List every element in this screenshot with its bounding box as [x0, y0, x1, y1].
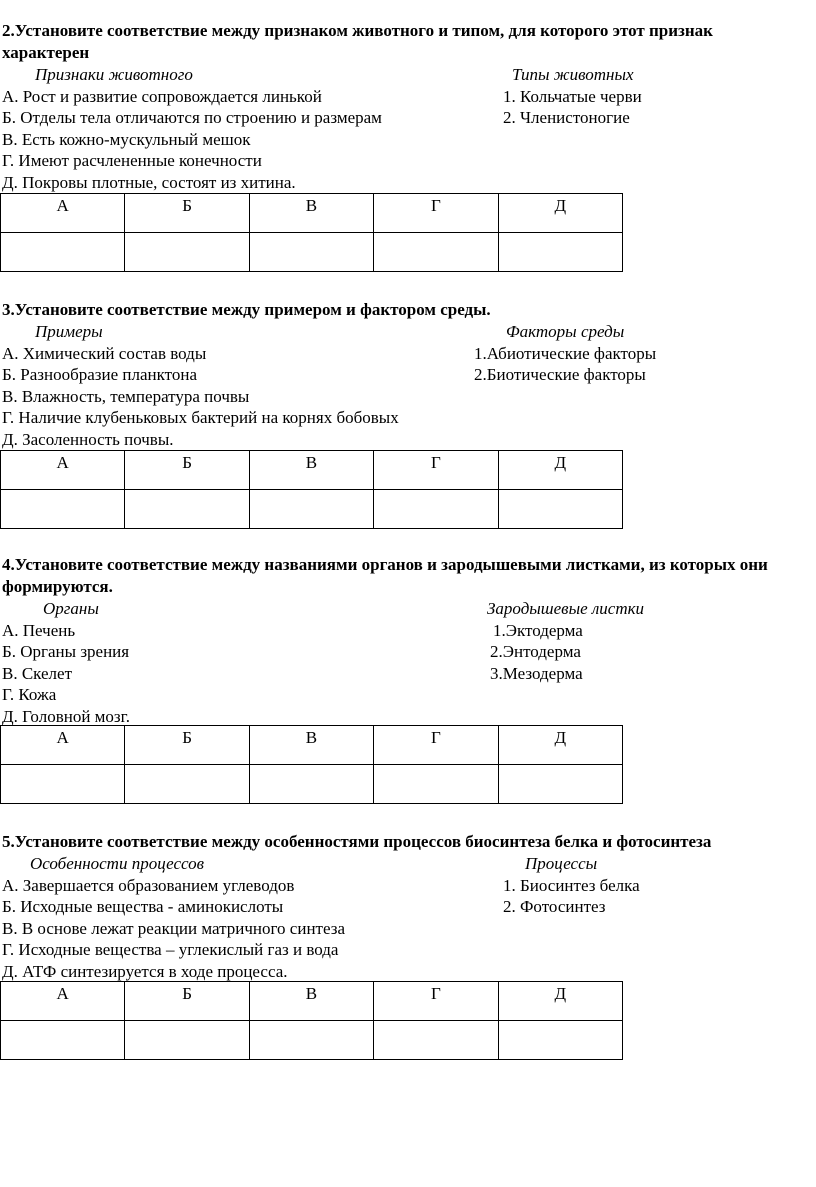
answer-table [0, 981, 623, 1060]
left-header: Особенности процессов [30, 854, 205, 873]
table-header-cell: Д [498, 194, 622, 233]
task-question: 5.Установите соответствие между особенностями процессов биосинтеза белка и фотосинтеза [2, 832, 712, 851]
left-header: Примеры [35, 322, 103, 341]
list-item: А. Завершается образованием углеводов 1. Биосинтез белка [2, 875, 640, 895]
table-header-cell: Г [374, 194, 498, 233]
answer-table [0, 450, 623, 529]
list-item: В. Влажность, температура почвы [2, 386, 250, 406]
answer-cell[interactable] [249, 233, 373, 272]
list-item: Г. Исходные вещества – углекислый газ и вода [2, 940, 339, 959]
right-header: Типы животных [512, 65, 634, 84]
list-item: Г. Наличие клубеньковых бактерий на корнях бобовых [2, 408, 399, 427]
answer-cell[interactable] [374, 490, 498, 529]
list-item: Д. Покровы плотные, состоят из хитина. [2, 172, 296, 192]
right-header: Процессы [525, 854, 598, 873]
list-item: Д. Головной мозг. [2, 706, 130, 726]
answer-cell[interactable] [1, 233, 125, 272]
answer-cell[interactable] [1, 1021, 125, 1060]
left-header: Признаки животного [35, 65, 193, 84]
task-question: 2.Установите соответствие между признаком животного и типом, для которого этот признак характерен [2, 21, 713, 62]
answer-cell[interactable] [498, 233, 622, 272]
answer-cell[interactable] [374, 765, 498, 804]
answer-cell[interactable] [1, 490, 125, 529]
table-header-cell: Б [125, 982, 249, 1021]
table-header-cell: Г [374, 726, 498, 765]
task-5 [0, 831, 816, 982]
list-item: Д. АТФ синтезируется в ходе процесса. [2, 961, 288, 981]
table-header-cell: Б [125, 726, 249, 765]
answer-table [0, 725, 623, 804]
list-item: Д. Засоленность почвы. [2, 429, 174, 449]
left-header: Органы [43, 599, 99, 618]
answer-cell[interactable] [249, 490, 373, 529]
answer-cell[interactable] [125, 233, 249, 272]
task-2 [0, 20, 816, 193]
table-header-cell: Д [498, 451, 622, 490]
list-item: А. Химический состав воды 1.Абиотические факторы [2, 343, 657, 363]
answer-cell[interactable] [125, 490, 249, 529]
answer-cell[interactable] [125, 765, 249, 804]
list-item: В. Скелет 3.Мезодерма [2, 663, 583, 683]
table-header-cell: В [249, 194, 373, 233]
list-item: Б. Исходные вещества - аминокислоты 2. Фотосинтез [2, 897, 606, 916]
list-item: Б. Отделы тела отличаются по строению и размерам 2. Членистоногие [2, 108, 630, 127]
list-item: Г. Имеют расчлененные конечности [2, 151, 262, 170]
answer-cell[interactable] [1, 765, 125, 804]
task-4 [0, 554, 816, 727]
table-header-cell: А [1, 451, 125, 490]
answer-cell[interactable] [498, 490, 622, 529]
list-item: Б. Органы зрения 2.Энтодерма [2, 642, 581, 661]
column-headers [0, 853, 816, 875]
list-item: В. В основе лежат реакции матричного синтеза [2, 918, 345, 938]
list-item: А. Рост и развитие сопровождается линькой 1. Кольчатые черви [2, 86, 642, 106]
column-headers [0, 321, 816, 343]
table-header-cell: Г [374, 982, 498, 1021]
answer-cell[interactable] [249, 765, 373, 804]
answer-table [0, 193, 623, 272]
answer-cell[interactable] [125, 1021, 249, 1060]
answer-cell[interactable] [374, 233, 498, 272]
column-headers [0, 64, 816, 86]
right-header: Факторы среды [506, 322, 625, 341]
task-question: 4.Установите соответствие между названиями органов и зародышевыми листками, из которых они формируются. [2, 555, 768, 596]
table-header-cell: Б [125, 194, 249, 233]
table-header-cell: А [1, 982, 125, 1021]
table-header-cell: Д [498, 982, 622, 1021]
table-header-cell: А [1, 194, 125, 233]
task-question: 3.Установите соответствие между примером и фактором среды. [2, 300, 491, 319]
right-header: Зародышевые листки [487, 599, 645, 618]
table-header-cell: А [1, 726, 125, 765]
table-header-cell: Д [498, 726, 622, 765]
answer-cell[interactable] [498, 1021, 622, 1060]
answer-cell[interactable] [498, 765, 622, 804]
table-header-cell: Б [125, 451, 249, 490]
table-header-cell: Г [374, 451, 498, 490]
list-item: А. Печень 1.Эктодерма [2, 620, 583, 640]
table-header-cell: В [249, 982, 373, 1021]
task-3 [0, 299, 816, 450]
answer-cell[interactable] [249, 1021, 373, 1060]
column-headers [0, 598, 816, 620]
list-item: Б. Разнообразие планктона 2.Биотические факторы [2, 365, 646, 384]
table-header-cell: В [249, 451, 373, 490]
answer-cell[interactable] [374, 1021, 498, 1060]
list-item: В. Есть кожно-мускульный мешок [2, 129, 251, 149]
table-header-cell: В [249, 726, 373, 765]
list-item: Г. Кожа [2, 685, 57, 704]
